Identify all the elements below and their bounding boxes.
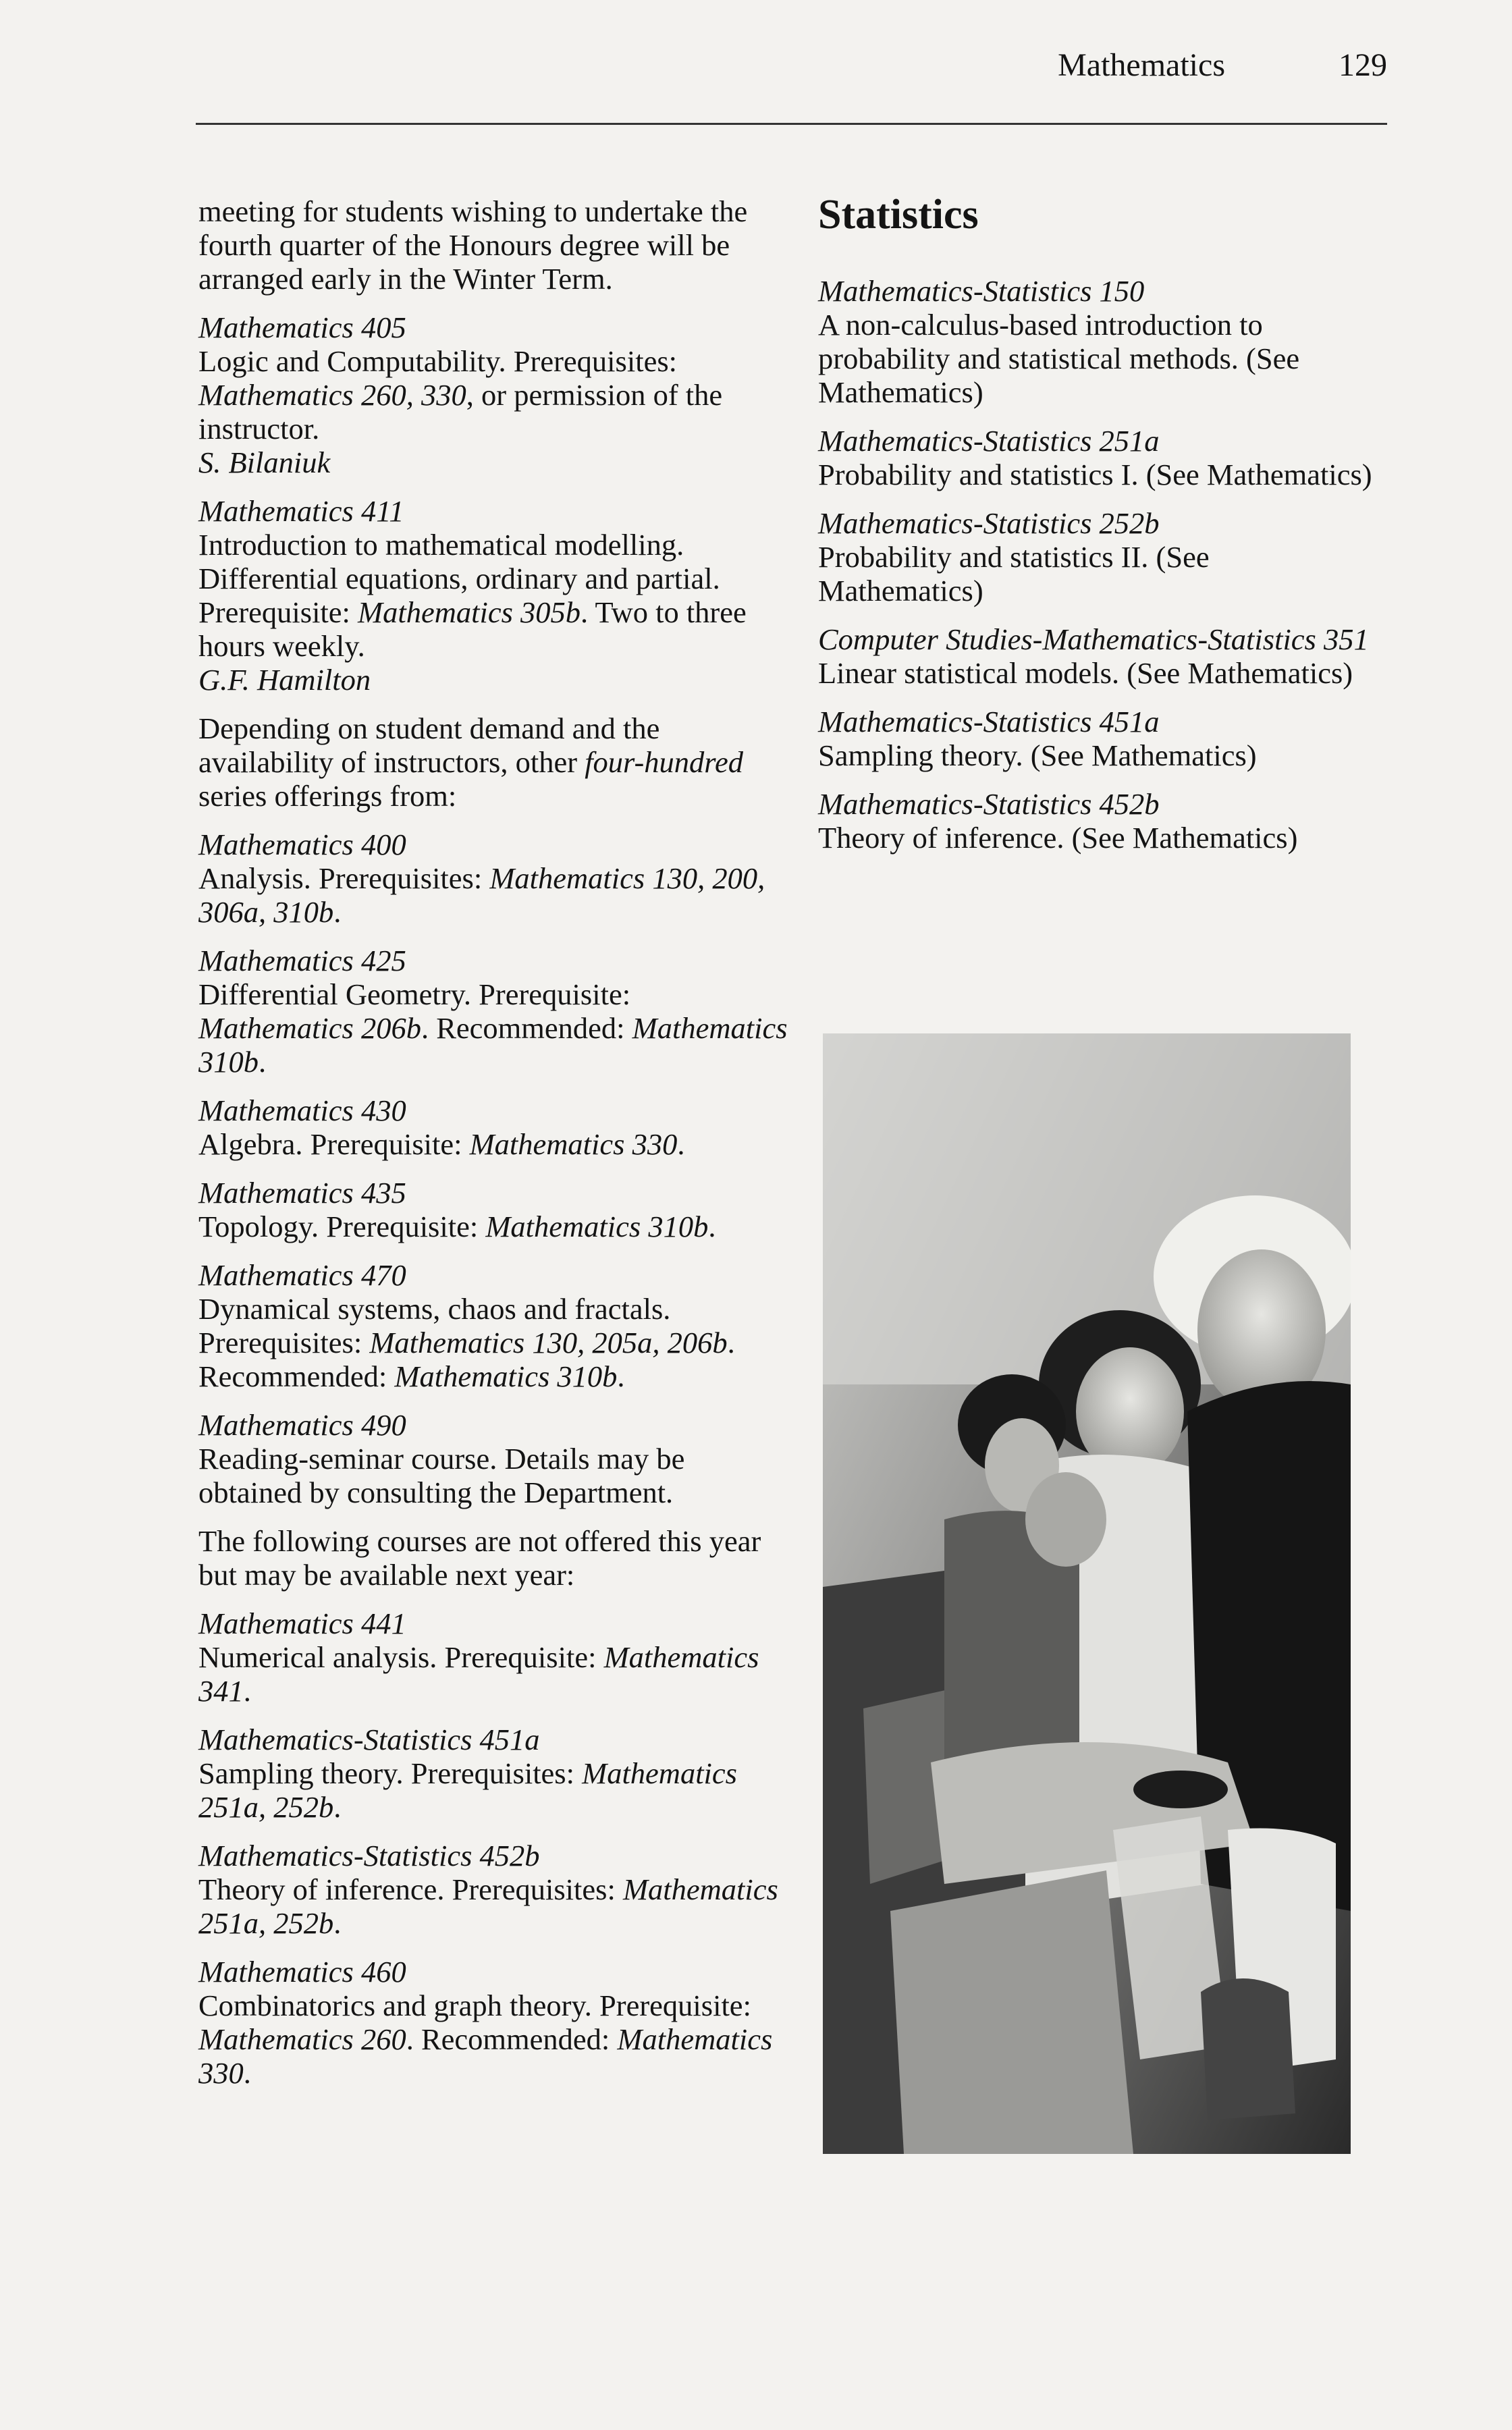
desc-text: . Recommended:	[421, 1011, 632, 1045]
course-description	[198, 861, 792, 929]
page-number: 129	[1339, 47, 1387, 83]
course-code: Computer Studies-Mathematics-Statistics 351	[818, 622, 1369, 656]
desc-text: . Recommended:	[406, 2022, 618, 2056]
course-description	[198, 528, 792, 663]
course-code: Mathematics 460	[198, 1955, 406, 1989]
stats-course-entry	[818, 274, 1378, 409]
desc-text: .	[243, 2056, 251, 2090]
desc-text: .	[333, 1906, 342, 1940]
course-description	[198, 1127, 792, 1161]
statistics-heading: Statistics	[818, 192, 979, 238]
desc-text: Theory of inference. Prerequisites:	[198, 1872, 623, 1906]
prereq-courses: Mathematics 260, 330	[198, 378, 466, 412]
course-instructor: S. Bilaniuk	[198, 446, 331, 479]
prereq-courses: Mathematics 130, 200, 306a, 310b	[198, 861, 765, 929]
left-column	[198, 194, 792, 2105]
desc-text: .	[708, 1210, 716, 1243]
desc-text: .	[259, 1045, 267, 1079]
desc-text: Dynamical systems, chaos and fractals. Prerequisites:	[198, 1292, 671, 1359]
prereq-courses: Mathematics 251a, 252b	[198, 1872, 778, 1940]
course-mathematics-470	[198, 1258, 792, 1393]
course-description	[198, 1756, 792, 1824]
course-code: Mathematics 430	[198, 1094, 406, 1127]
stats-course-entry	[818, 705, 1378, 772]
course-code: Mathematics 490	[198, 1408, 406, 1442]
desc-text: .	[333, 895, 342, 929]
para-text: series offerings from:	[198, 779, 457, 813]
course-code: Mathematics-Statistics 251a	[818, 424, 1160, 458]
desc-text: Numerical analysis. Prerequisite:	[198, 1640, 604, 1674]
desc-text: Topology. Prerequisite:	[198, 1210, 486, 1243]
course-description	[198, 1292, 792, 1393]
desc-text: , or permission of the instructor.	[198, 378, 723, 446]
header-rule	[196, 123, 1387, 125]
course-description	[198, 1989, 792, 2090]
desc-text: Combinatorics and graph theory. Prerequisite:	[198, 1989, 751, 2022]
prereq-courses: Mathematics 341	[198, 1640, 759, 1708]
students-lab-photo	[823, 1033, 1351, 2154]
para-emphasis: four-hundred	[585, 745, 743, 779]
course-code: Mathematics 411	[198, 494, 404, 528]
course-description	[198, 1872, 792, 1940]
offerings-paragraph	[198, 711, 792, 813]
course-mathematics-460	[198, 1955, 792, 2090]
header-section-name: Mathematics	[1058, 47, 1225, 83]
course-mathematics-statistics-451a	[198, 1723, 792, 1824]
course-description: Reading-seminar course. Details may be obtained by consulting the Department.	[198, 1442, 685, 1509]
desc-text: Analysis. Prerequisites:	[198, 861, 490, 895]
course-code: Mathematics 400	[198, 828, 406, 861]
course-description: A non-calculus-based introduction to probability and statistical methods. (See Mathematics)	[818, 308, 1300, 409]
not-offered-paragraph: The following courses are not offered this year but may be available next year:	[198, 1524, 761, 1592]
desc-text: Logic and Computability. Prerequisites:	[198, 344, 678, 378]
stats-course-entry	[818, 622, 1378, 690]
prereq-courses: Mathematics 130, 205a, 206b	[369, 1326, 728, 1359]
stats-course-entry	[818, 424, 1378, 491]
running-header	[196, 42, 1387, 89]
course-code: Mathematics 441	[198, 1606, 406, 1640]
course-description	[198, 977, 792, 1079]
course-code: Mathematics-Statistics 452b	[818, 787, 1160, 821]
prereq-courses: Mathematics 305b	[358, 595, 581, 629]
course-code: Mathematics 470	[198, 1258, 406, 1292]
course-mathematics-425	[198, 944, 792, 1079]
course-code: Mathematics-Statistics 252b	[818, 506, 1160, 540]
stats-course-entry	[818, 787, 1378, 855]
course-description: Linear statistical models. (See Mathematics)	[818, 656, 1353, 690]
course-description	[198, 344, 792, 446]
recommended-courses: Mathematics 330	[198, 2022, 773, 2090]
right-column	[818, 190, 1378, 869]
prereq-courses: Mathematics 260	[198, 2022, 406, 2056]
course-description	[198, 1640, 792, 1708]
course-description: Probability and statistics II. (See Mathematics)	[818, 540, 1210, 608]
para-text: Depending on student demand and the availability of instructors, other	[198, 711, 660, 779]
course-mathematics-statistics-452b	[198, 1839, 792, 1940]
prereq-courses: Mathematics 251a, 252b	[198, 1756, 737, 1824]
course-mathematics-430	[198, 1094, 792, 1161]
desc-text: . Two to three hours weekly.	[198, 595, 747, 663]
course-description	[198, 1210, 792, 1243]
course-mathematics-400	[198, 828, 792, 929]
desc-text: Sampling theory. Prerequisites:	[198, 1756, 583, 1790]
course-code: Mathematics 435	[198, 1176, 406, 1210]
intro-paragraph: meeting for students wishing to undertake the fourth quarter of the Honours degree will be arranged early in the Winter Term.	[198, 194, 748, 296]
desc-text: Introduction to mathematical modelling. Differential equations, ordinary and partial. Prerequisite:	[198, 528, 720, 629]
desc-text: .	[243, 1674, 251, 1708]
course-description: Sampling theory. (See Mathematics)	[818, 738, 1257, 772]
prereq-courses: Mathematics 330	[469, 1127, 678, 1161]
stats-course-entry	[818, 506, 1378, 608]
desc-text: .	[333, 1790, 342, 1824]
desc-text: Differential Geometry. Prerequisite:	[198, 977, 631, 1011]
course-code: Mathematics-Statistics 451a	[818, 705, 1160, 738]
course-code: Mathematics-Statistics 150	[818, 274, 1145, 308]
desc-text: .	[617, 1359, 625, 1393]
course-code: Mathematics-Statistics 451a	[198, 1723, 540, 1756]
course-mathematics-405	[198, 310, 792, 479]
course-instructor: G.F. Hamilton	[198, 663, 371, 697]
course-mathematics-411	[198, 494, 792, 697]
desc-text: .	[677, 1127, 685, 1161]
course-code: Mathematics 425	[198, 944, 406, 977]
course-description: Theory of inference. (See Mathematics)	[818, 821, 1298, 855]
desc-text: Algebra. Prerequisite:	[198, 1127, 470, 1161]
course-mathematics-435	[198, 1176, 792, 1243]
course-code: Mathematics 405	[198, 310, 406, 344]
course-mathematics-490	[198, 1408, 792, 1509]
course-code: Mathematics-Statistics 452b	[198, 1839, 540, 1872]
recommended-courses: Mathematics 310b	[394, 1359, 618, 1393]
course-mathematics-441	[198, 1606, 792, 1708]
recommended-courses: Mathematics 310b	[198, 1011, 788, 1079]
prereq-courses: Mathematics 206b	[198, 1011, 421, 1045]
prereq-courses: Mathematics 310b	[485, 1210, 709, 1243]
course-description: Probability and statistics I. (See Mathematics)	[818, 458, 1372, 491]
photo-students-lab-icon	[823, 1033, 1351, 2154]
desc-text: . Recommended:	[198, 1326, 735, 1393]
